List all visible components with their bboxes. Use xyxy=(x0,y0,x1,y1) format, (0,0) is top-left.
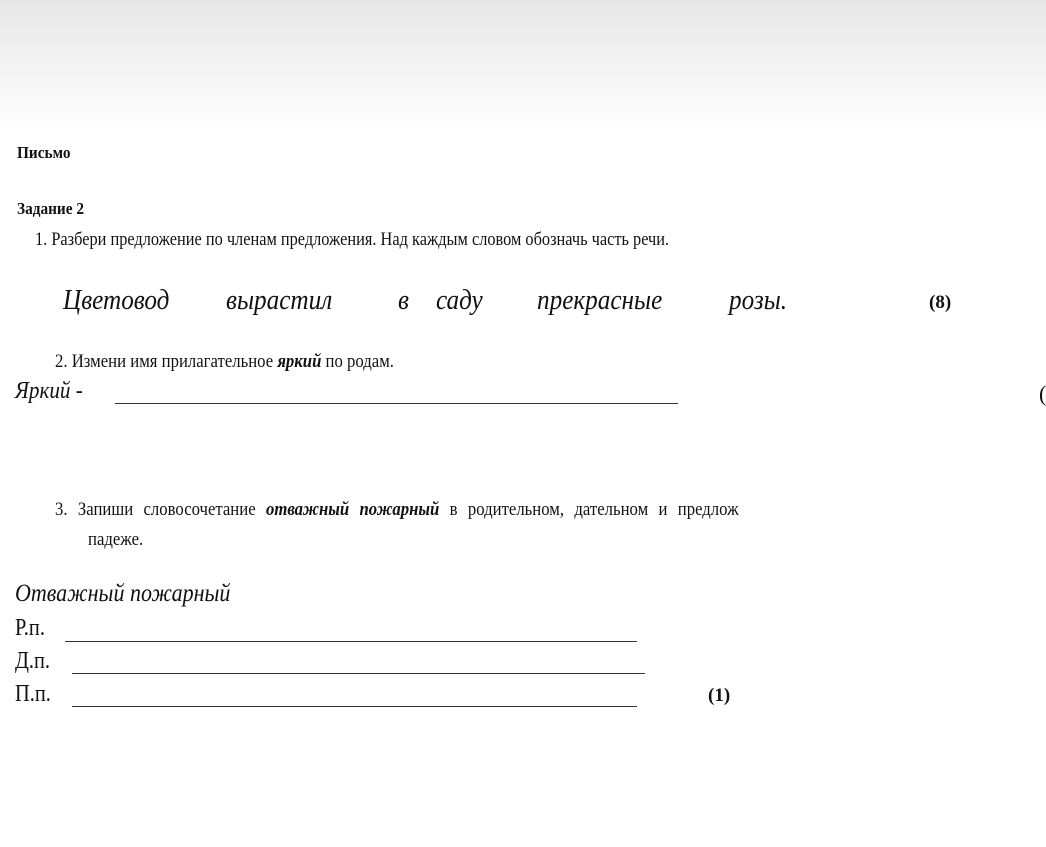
text: в родительном, дательном и предлож xyxy=(439,499,739,520)
item3-instruction xyxy=(55,499,739,521)
answer-line[interactable] xyxy=(115,403,678,404)
case-label-rp: Р.п. xyxy=(15,615,45,641)
sentence-word: саду xyxy=(436,285,483,316)
item1-instruction: 1. Разбери предложение по членам предложения. Над каждым словом обозначь часть речи. xyxy=(35,229,670,250)
emphasized-word: яркий xyxy=(277,351,322,372)
phrase: Отважный пожарный xyxy=(15,580,231,607)
case-label-pp: П.п. xyxy=(15,681,51,707)
item3-points: (1) xyxy=(708,685,731,706)
answer-line-pp[interactable] xyxy=(72,706,637,707)
sentence-word: в xyxy=(398,285,409,316)
case-label-dp: Д.п. xyxy=(15,648,51,674)
item1-points: (8) xyxy=(929,292,952,313)
item2-points: ( xyxy=(1039,381,1046,406)
text: по родам. xyxy=(321,351,394,372)
answer-line-dp[interactable] xyxy=(72,673,645,674)
sentence-word: прекрасные xyxy=(537,285,663,316)
item2-instruction xyxy=(55,351,394,373)
emphasized-phrase: отважный пожарный xyxy=(265,499,440,520)
sentence-word: Цветовод xyxy=(63,285,170,316)
task-title: Задание 2 xyxy=(17,199,85,218)
section-title: Письмо xyxy=(17,143,71,162)
answer-label-yarkiy: Яркий - xyxy=(15,378,83,404)
text: 3. Запиши словосочетание xyxy=(55,499,266,520)
photo-top-shadow xyxy=(0,0,1046,135)
text: 2. Измени имя прилагательное xyxy=(55,351,278,372)
sentence-word: вырастил xyxy=(226,285,333,316)
answer-line-rp[interactable] xyxy=(65,641,637,642)
sentence-word: розы. xyxy=(729,285,788,316)
item3-instruction-line2: падеже. xyxy=(88,529,144,550)
